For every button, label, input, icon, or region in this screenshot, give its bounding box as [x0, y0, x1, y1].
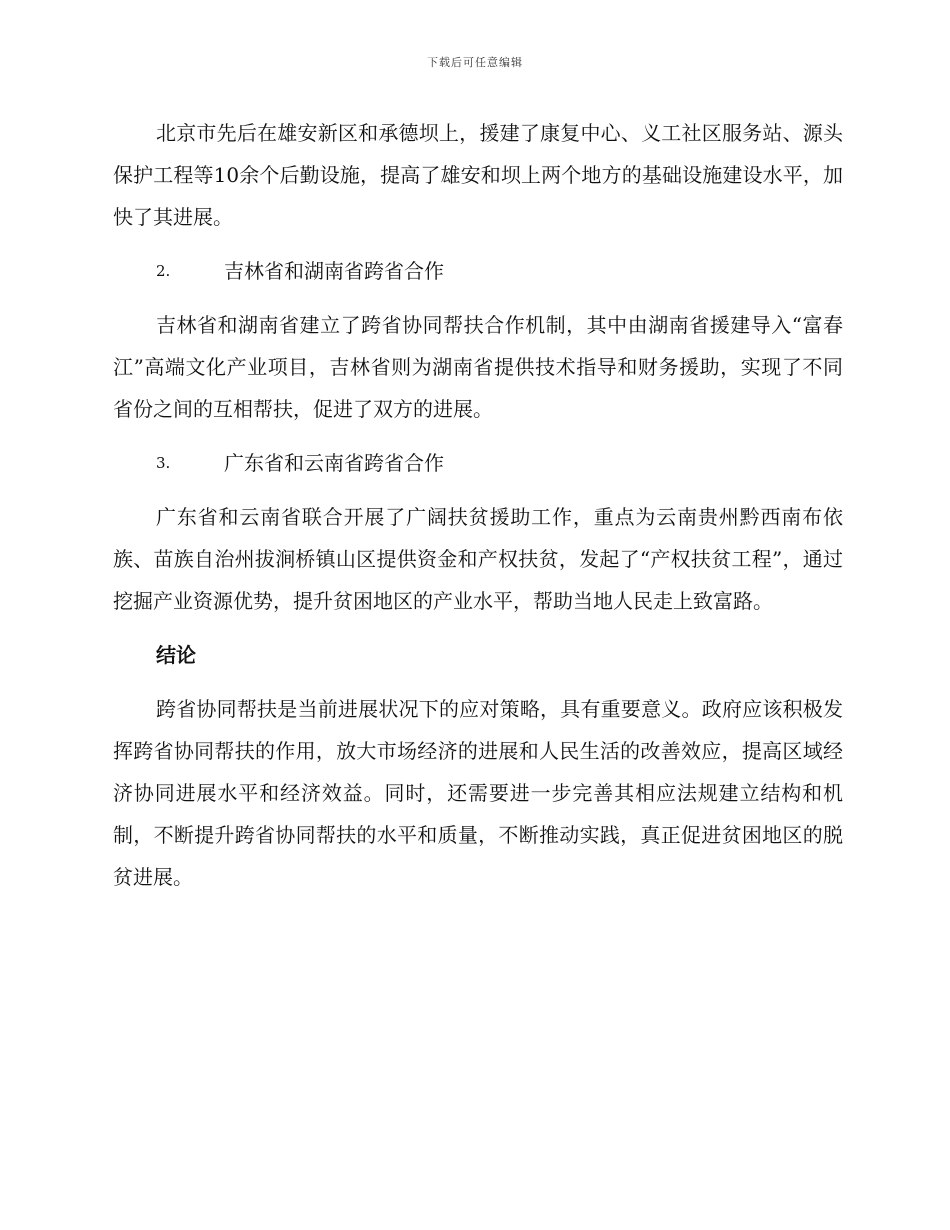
- section-item-3: [113, 442, 843, 484]
- paragraph-guangdong-yunnan: 广东省和云南省联合开展了广阔扶贫援助工作，重点为云南贵州黔西南布依族、苗族自治州拔涧桥镇山区提供资金和产权扶贫，发起了“产权扶贫工程”，通过挖掘产业资源优势，提升贫困地区的产业水平，帮助当地人民走上致富路。: [113, 505, 843, 613]
- section-number: 3.: [156, 454, 171, 472]
- paragraph-jilin-hunan: 吉林省和湖南省建立了跨省协同帮扶合作机制，其中由湖南省援建导入“富春江”高端文化产业项目，吉林省则为湖南省提供技术指导和财务援助，实现了不同省份之间的互相帮扶，促进了双方的进展。: [113, 313, 843, 421]
- conclusion-heading: 结论: [156, 643, 196, 667]
- section-title: 广东省和云南省跨省合作: [224, 451, 444, 475]
- paragraph-beijing: 北京市先后在雄安新区和承德坝上，援建了康复中心、义工社区服务站、源头保护工程等10余个后勤设施，提高了雄安和坝上两个地方的基础设施建设水平，加快了其进展。: [113, 121, 843, 229]
- section-title: 吉林省和湖南省跨省合作: [224, 259, 444, 283]
- paragraph-conclusion: 跨省协同帮扶是当前进展状况下的应对策略，具有重要意义。政府应该积极发挥跨省协同帮扶的作用，放大市场经济的进展和人民生活的改善效应，提高区域经济协同进展水平和经济效益。同时，还需要进一步完善其相应法规建立结构和机制，不断提升跨省协同帮扶的水平和质量，不断推动实践，真正促进贫困地区的脱贫进展。: [113, 697, 843, 889]
- page-header-note: 下载后可任意编辑: [427, 56, 523, 69]
- document-body: [113, 112, 843, 910]
- section-item-2: [113, 250, 843, 292]
- section-number: 2.: [156, 262, 171, 280]
